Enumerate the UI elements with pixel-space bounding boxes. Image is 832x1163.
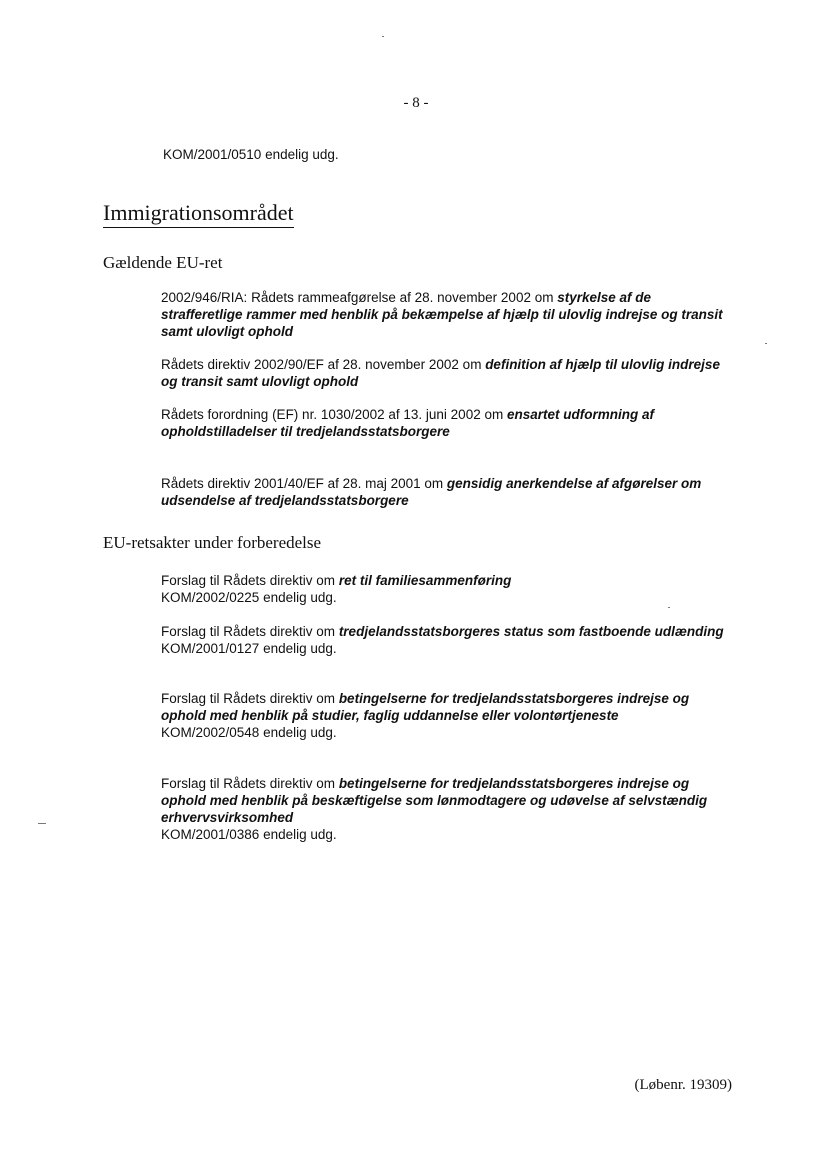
entry-prefix: Rådets forordning (EF) nr. 1030/2002 af 13. juni 2002 om <box>161 407 507 422</box>
scan-speck <box>382 36 384 37</box>
current-entry-3 <box>161 406 736 440</box>
entry-emphasis: styrkelse af de strafferetlige rammer med henblik på bekæmpelse af hjælp til ulovlig indrejse og transit samt ulovligt ophold <box>161 290 723 339</box>
section-title: Immigrationsområdet <box>103 200 294 228</box>
prep-entry-3 <box>161 690 736 741</box>
current-entry-2 <box>161 356 736 390</box>
entry-prefix: Rådets direktiv 2002/90/EF af 28. november 2002 om <box>161 357 486 372</box>
entry-reference: KOM/2001/0127 endelig udg. <box>161 641 337 656</box>
prep-entry-4 <box>161 775 736 843</box>
current-entry-1 <box>161 289 736 340</box>
scan-speck <box>765 343 767 344</box>
scan-speck <box>38 823 46 824</box>
entry-prefix: Forslag til Rådets direktiv om <box>161 624 339 639</box>
scan-speck <box>668 607 670 608</box>
entry-prefix: Forslag til Rådets direktiv om <box>161 691 339 706</box>
page-number: - 8 - <box>403 95 429 111</box>
entry-prefix: Rådets direktiv 2001/40/EF af 28. maj 2001 om <box>161 476 447 491</box>
entry-emphasis: betingelserne for tredjelandsstatsborgeres indrejse og ophold med henblik på studier, faglig uddannelse eller volontørtjeneste <box>161 691 690 723</box>
entry-prefix: Forslag til Rådets direktiv om <box>161 573 339 588</box>
entry-reference: KOM/2002/0548 endelig udg. <box>161 725 337 740</box>
prep-entry-1 <box>161 572 736 606</box>
entry-prefix: 2002/946/RIA: Rådets rammeafgørelse af 28. november 2002 om <box>161 290 558 305</box>
footer-serial-number: (Løbenr. 19309) <box>634 1077 732 1093</box>
entry-reference: KOM/2001/0386 endelig udg. <box>161 827 337 842</box>
entry-emphasis: betingelserne for tredjelandsstatsborgeres indrejse og ophold med henblik på beskæftigelse som lønmodtagere og udøvelse af selvstændig erhvervsvirksomhed <box>161 776 708 825</box>
entry-prefix: Forslag til Rådets direktiv om <box>161 776 339 791</box>
entry-emphasis: ensartet udformning af opholdstilladelser til tredjelandsstatsborgere <box>161 407 654 439</box>
current-entry-4 <box>161 475 736 509</box>
entry-emphasis: tredjelandsstatsborgeres status som fastboende udlænding <box>338 624 724 639</box>
entry-emphasis: gensidig anerkendelse af afgørelser om udsendelse af tredjelandsstatsborgere <box>161 476 702 508</box>
subheading-current-law: Gældende EU-ret <box>103 253 223 272</box>
entry-emphasis: definition af hjælp til ulovlig indrejse og transit samt ulovligt ophold <box>161 357 720 389</box>
entry-reference: KOM/2002/0225 endelig udg. <box>161 590 337 605</box>
entry-emphasis: ret til familiesammenføring <box>338 573 512 588</box>
subheading-in-preparation: EU-retsakter under forberedelse <box>103 533 322 552</box>
prep-entry-2 <box>161 623 736 657</box>
reference-kom-top: KOM/2001/0510 endelig udg. <box>163 147 339 162</box>
